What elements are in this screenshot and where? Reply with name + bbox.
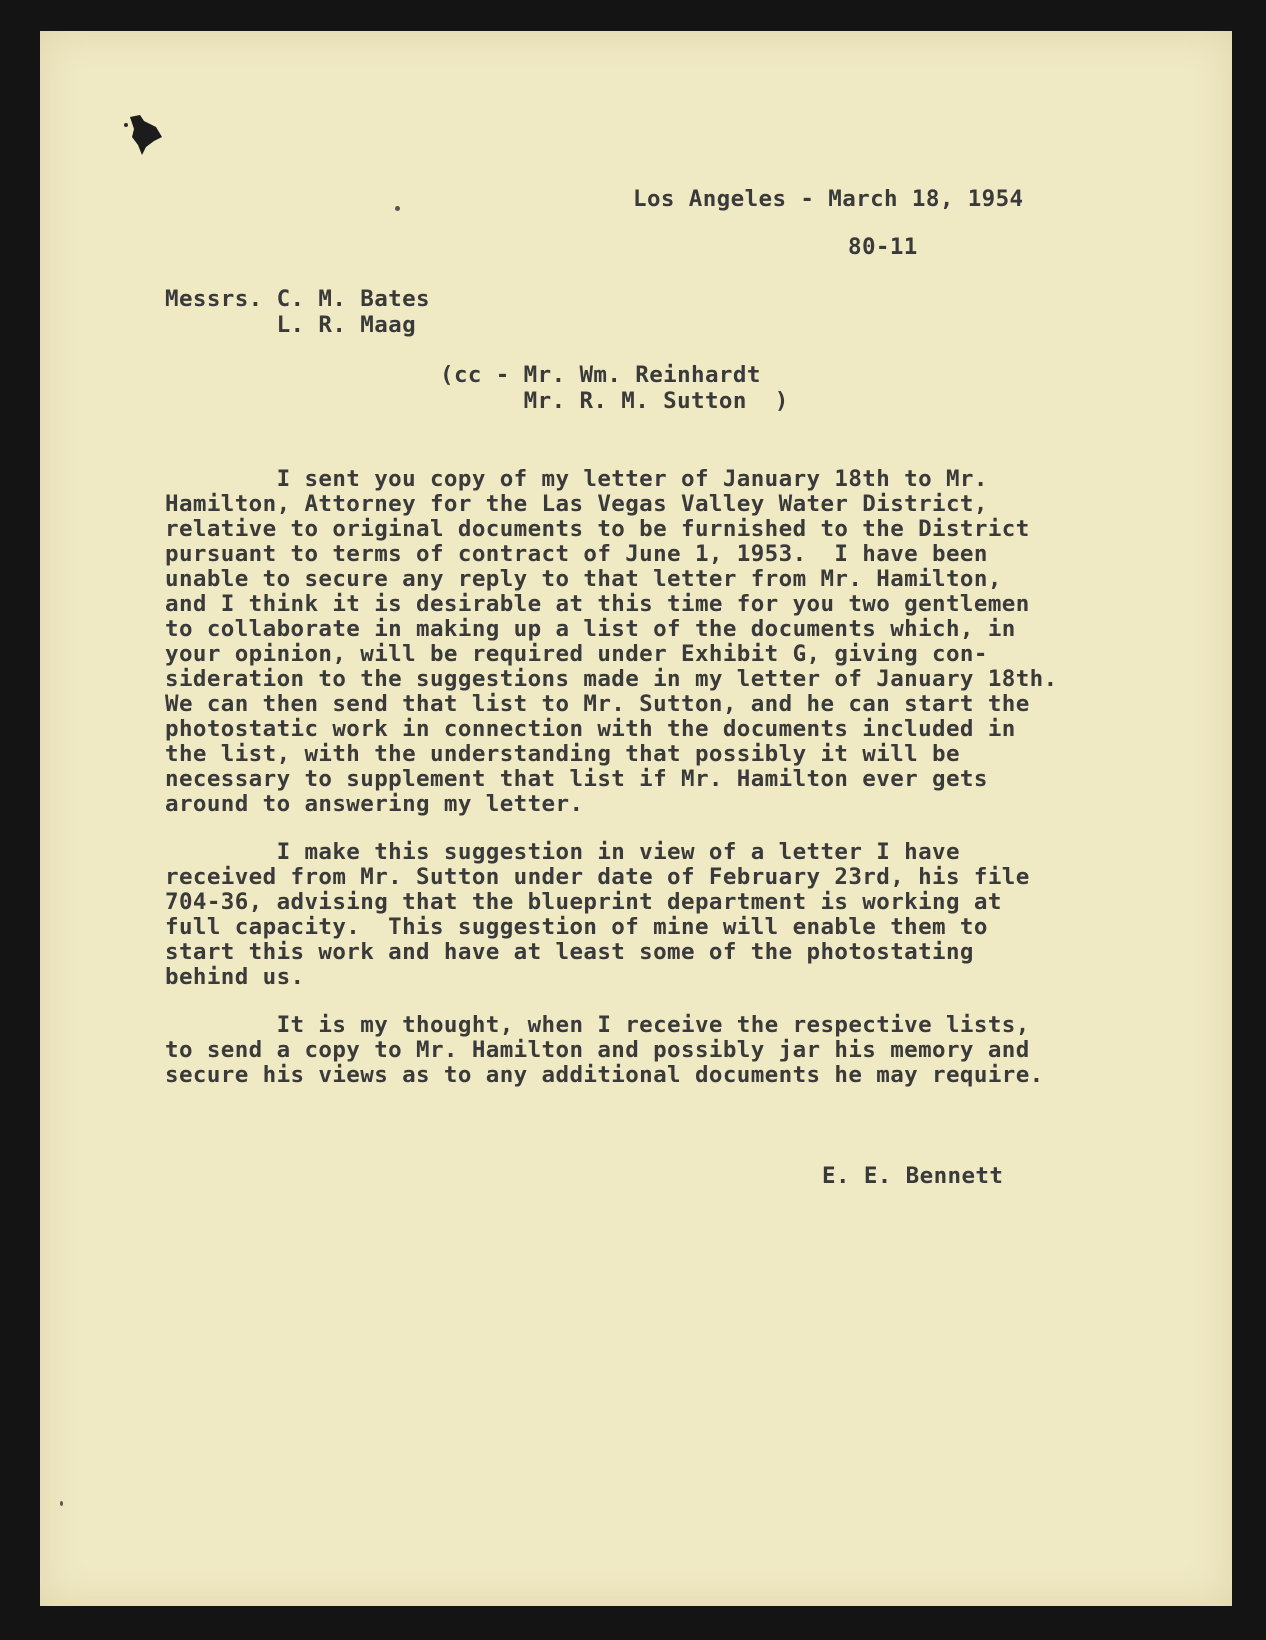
paragraph-line: around to answering my letter.: [165, 791, 584, 817]
paragraph-line: I sent you copy of my letter of January 18th to Mr.: [165, 466, 988, 492]
cc-line: (cc - Mr. Wm. Reinhardt: [440, 362, 761, 388]
ink-stamp-mark: [122, 111, 170, 159]
ink-speck: [395, 206, 400, 211]
paragraph-line: sideration to the suggestions made in my letter of January 18th.: [165, 666, 1058, 692]
signature: E. E. Bennett: [822, 1163, 1004, 1189]
paragraph-line: to collaborate in making up a list of the documents which, in: [165, 616, 1016, 642]
paragraph-line: your opinion, will be required under Exhibit G, giving con-: [165, 641, 988, 667]
paragraph-line: the list, with the understanding that possibly it will be: [165, 741, 960, 767]
paragraph-line: received from Mr. Sutton under date of February 23rd, his file: [165, 864, 1030, 890]
paragraph-line: necessary to supplement that list if Mr. Hamilton ever gets: [165, 766, 988, 792]
paragraph-line: and I think it is desirable at this time for you two gentlemen: [165, 591, 1030, 617]
cc-line: Mr. R. M. Sutton ): [440, 388, 789, 414]
paragraph-line: relative to original documents to be furnished to the District: [165, 516, 1030, 542]
paragraph-line: photostatic work in connection with the documents included in: [165, 716, 1016, 742]
paragraph-line: start this work and have at least some of the photostating: [165, 939, 974, 965]
letter-page: [40, 31, 1232, 1606]
paragraph-line: It is my thought, when I receive the respective lists,: [165, 1012, 1030, 1038]
paragraph-line: pursuant to terms of contract of June 1, 1953. I have been: [165, 541, 988, 567]
paragraph-line: secure his views as to any additional documents he may require.: [165, 1062, 1044, 1088]
ink-speck: [60, 1501, 63, 1506]
paragraph-line: behind us.: [165, 964, 305, 990]
paragraph-line: We can then send that list to Mr. Sutton, and he can start the: [165, 691, 1030, 717]
addressee-line: Messrs. C. M. Bates: [165, 286, 430, 312]
paragraph-line: Hamilton, Attorney for the Las Vegas Valley Water District,: [165, 491, 988, 517]
paragraph-line: 704-36, advising that the blueprint department is working at: [165, 889, 1002, 915]
paragraph-line: to send a copy to Mr. Hamilton and possibly jar his memory and: [165, 1037, 1030, 1063]
file-number: 80-11: [848, 234, 918, 260]
paragraph-line: unable to secure any reply to that letter from Mr. Hamilton,: [165, 566, 1002, 592]
addressee-line: L. R. Maag: [165, 312, 417, 338]
date-line: Los Angeles - March 18, 1954: [633, 186, 1024, 212]
paragraph-line: full capacity. This suggestion of mine will enable them to: [165, 914, 988, 940]
paragraph-line: I make this suggestion in view of a letter I have: [165, 839, 960, 865]
